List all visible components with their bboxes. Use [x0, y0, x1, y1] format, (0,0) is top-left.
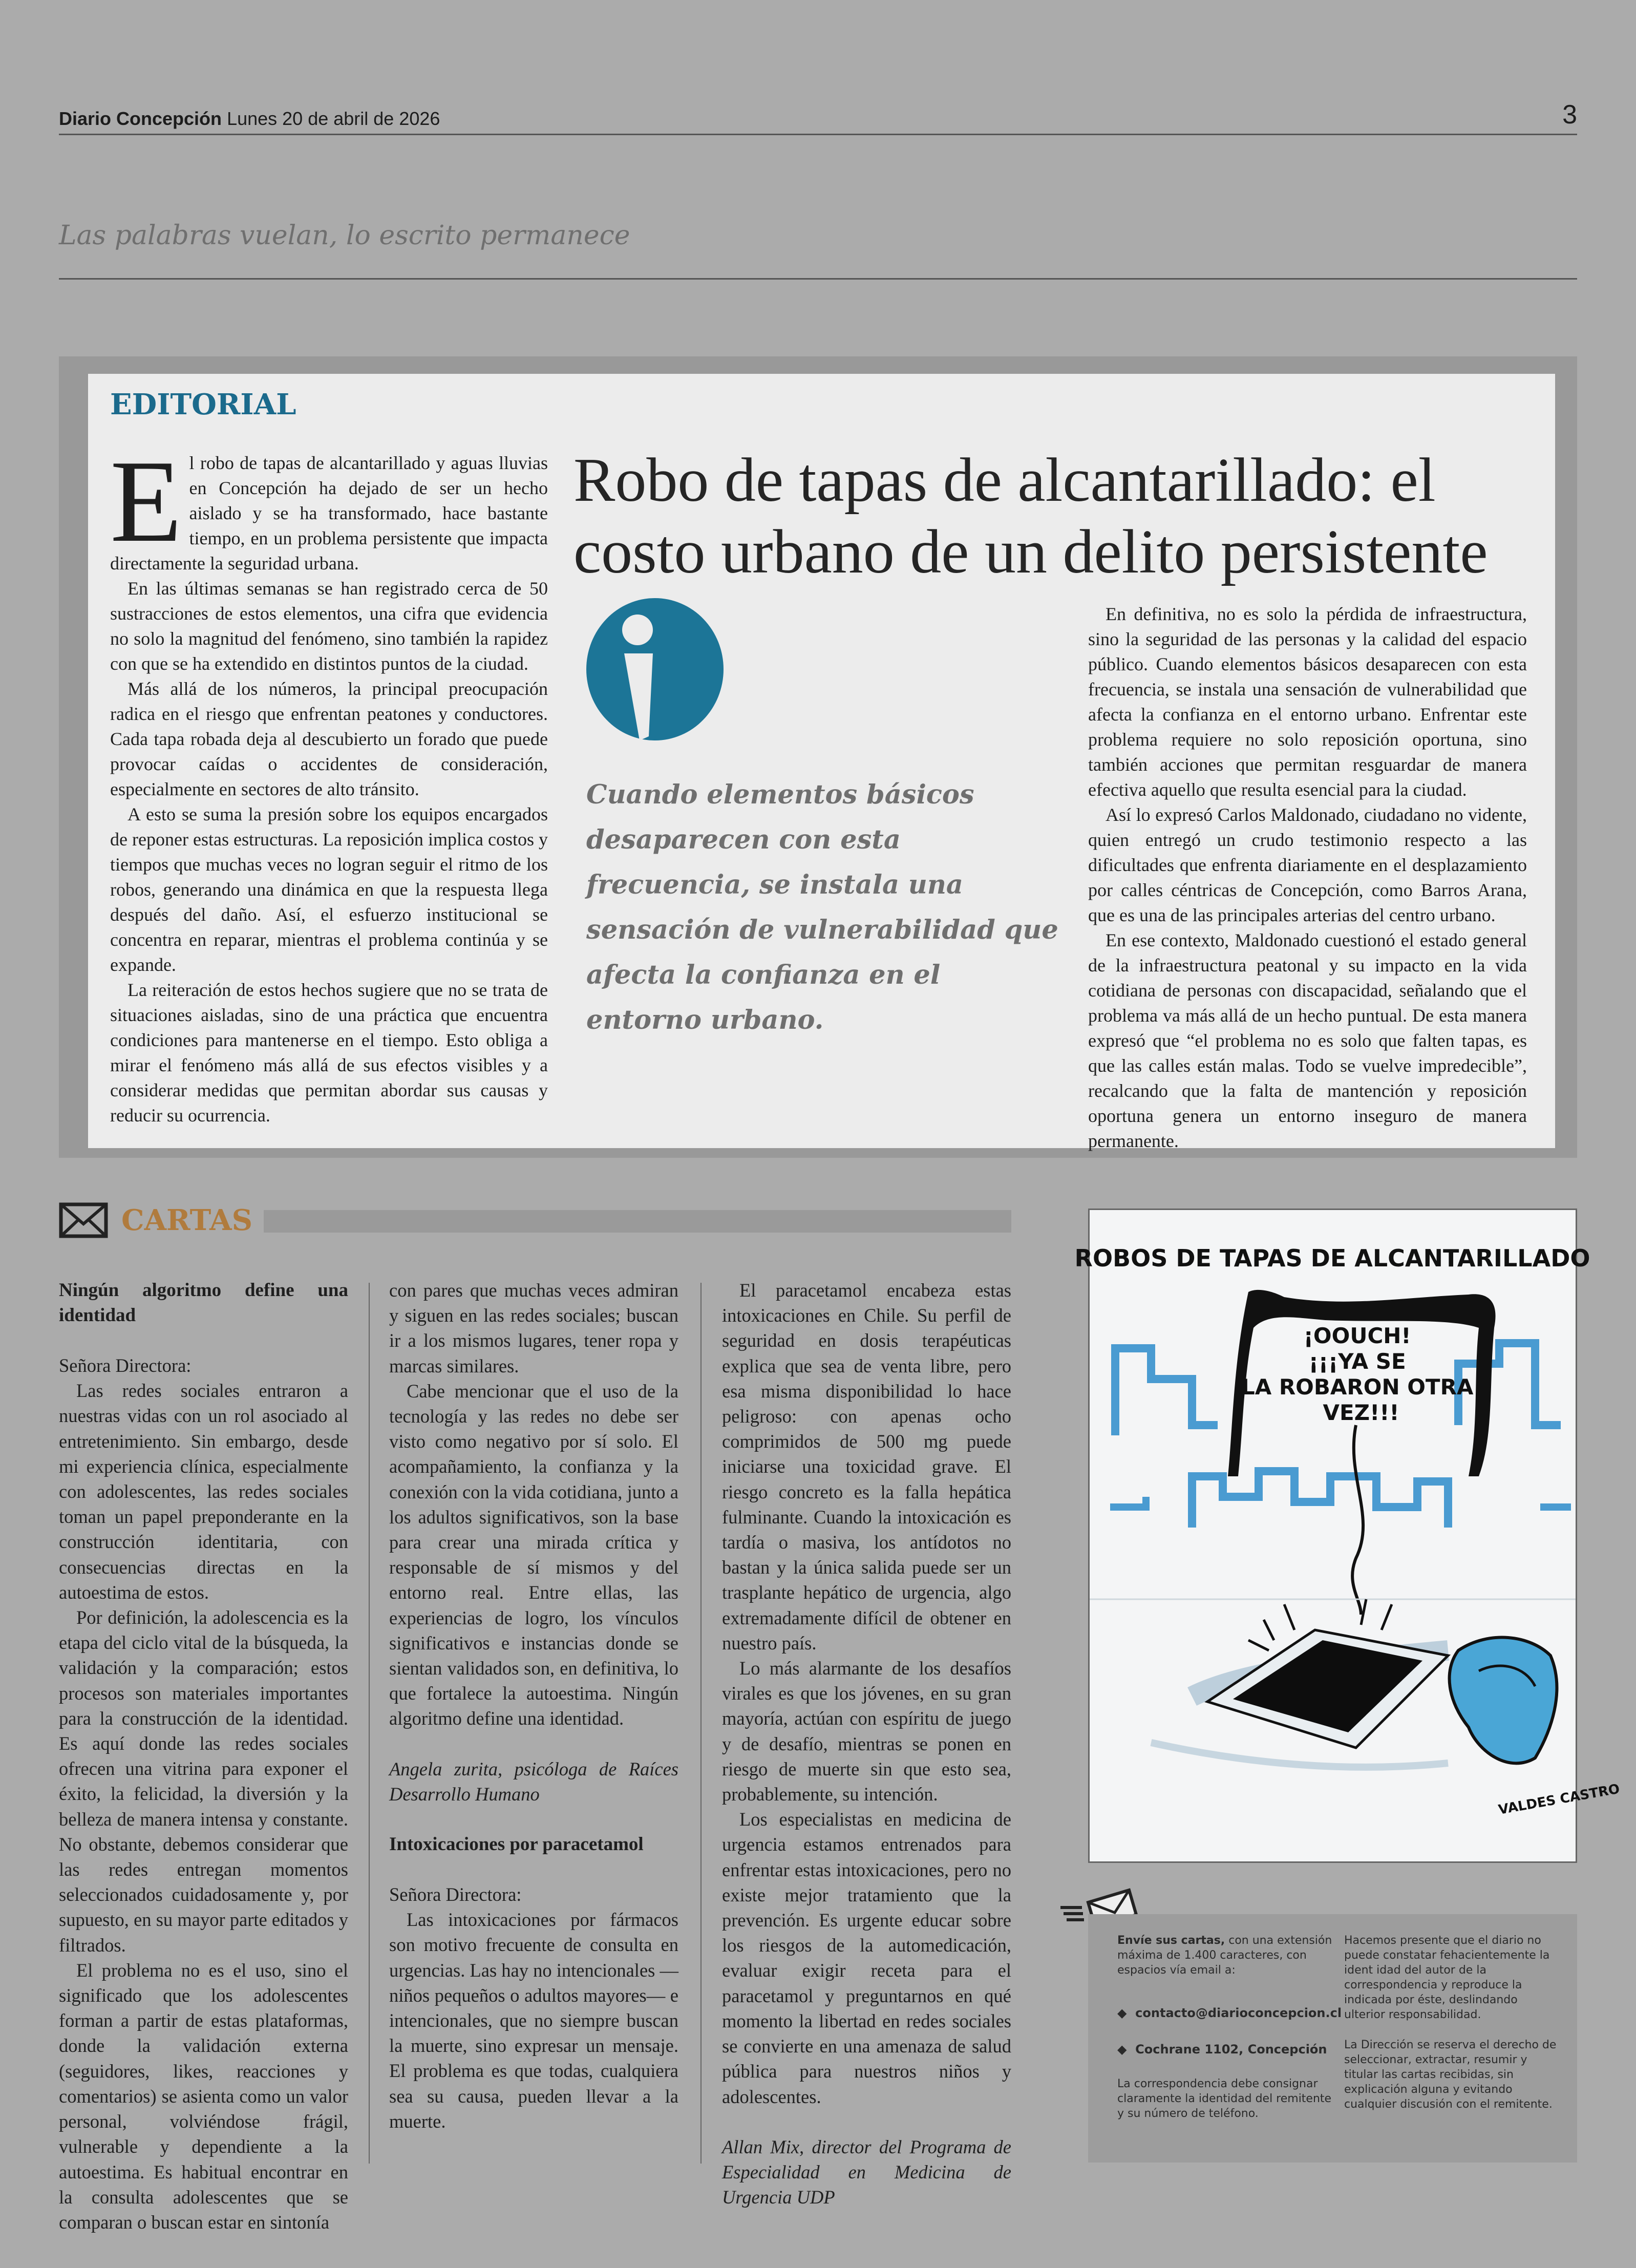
info-footnote: La correspondencia debe consignar claramente la identidad del remitente y su número de teléfono.	[1117, 2078, 1332, 2120]
letter-signature: Allan Mix, director del Programa de Especialidad en Medicina de Urgencia UDP	[722, 2136, 1011, 2208]
editorial-paragraph: Así lo expresó Carlos Maldonado, ciudadano no vidente, quien entregó un crudo testimonio respecto a las dificultades que enfrenta diariamente en el desplazamiento por calles céntricas de Concepción, como Barros Arana, que es una de las principales arterias del centro urbano.	[1088, 804, 1527, 925]
drop-cap: E	[110, 436, 182, 566]
letter-paragraph: Las redes sociales entraron a nuestras vidas con un rol asociado al entretenimiento. Sin embargo, desde mi experiencia clínica, especialmente con adolescentes, las redes sociales toman un papel preponderante en la construcción identitaria, con consecuencias directas en la autoestima de estos.	[59, 1380, 348, 1603]
editorial-paragraph: En definitiva, no es solo la pérdida de infraestructura, sino la seguridad de las personas y la calidad del espacio público. Cuando elementos básicos desaparecen con esta frecuencia, se instala una sensación de vulnerabilidad que afecta la confianza en el entorno urbano. Enfrentar este problema requiere no solo reposición oportuna, sino también acciones que permitan resguardar de manera efectiva aquello que resulta esencial para la ciudad.	[1088, 604, 1527, 800]
contact-address: ◆ Cochrane 1102, Concepción	[1117, 2042, 1327, 2057]
letter-paragraph: Los especialistas en medicina de urgencia estamos entrenados para enfrentar estas intoxicaciones, pero no existe mejor tratamiento que la prevención. Es urgente educar sobre los riesgos de la automedicación, evaluar exigir receta para el paracetamol y preguntarnos en qué momento la libertad en redes sociales se convierte en una amenaza de salud pública para nuestros niños y adolescentes.	[722, 1809, 1011, 2107]
editorial-column-1	[110, 436, 548, 1128]
editorial-paragraph: En las últimas semanas se han registrado cerca de 50 sustracciones de estos elementos, una cifra que evidencia no solo la magnitud del fenómeno, sino también la rapidez con que se ha extendido en distintos puntos de la ciudad.	[110, 578, 548, 674]
letter-paragraph: Por definición, la adolescencia es la etapa del ciclo vital de la búsqueda, la validación y la comparación; estos procesos son materiales importantes para la construcción de la identidad. Es aquí donde las redes sociales ofrecen una vitrina para exponer el éxito, la felicidad, la diversión y la belleza de manera intensa y constante. No obstante, debemos considerar que las redes entregan momentos seleccionados cuidadosamente y, por supuesto, en su mayor parte editados y filtrados.	[59, 1607, 348, 1956]
editorial-paragraph: Más allá de los números, la principal preocupación radica en el riesgo que enfrentan peatones y conductores. Cada tapa robada deja al descubierto un forado que puede provocar caídas o accidentes de consideración, especialmente en sectores de alto tránsito.	[110, 679, 548, 799]
speech-line: VEZ!!!	[1323, 1400, 1399, 1425]
letters-column-3	[722, 1278, 1011, 2210]
cartas-label: CARTAS	[121, 1203, 253, 1237]
letter-paragraph: Las intoxicaciones por fármacos son motivo frecuente de consulta en urgencias. Las hay no intencionales —niños pequeños o adultos mayores— e intencionales, que no siempre buscan la muerte, sino expresar un mensaje. El problema es que todas, cualquiera sea su causa, pueden llevar a la muerte.	[389, 1909, 678, 2132]
pull-quote: Cuando elementos básicos desaparecen con esta frecuencia, se instala una sensación de vulnerabilidad que afecta la confianza en el entorno urbano.	[586, 779, 1058, 1035]
column-rule	[700, 1283, 702, 2164]
letters-column-1	[59, 1278, 348, 2235]
cartoon-title: ROBOS DE TAPAS DE ALCANTARILLADO	[1074, 1244, 1590, 1272]
speech-line: LA ROBARON OTRA	[1241, 1374, 1474, 1400]
speech-line: ¡¡¡YA SE	[1308, 1349, 1406, 1374]
letter-paragraph-continued: con pares que muchas veces admiran y siguen en las redes sociales; buscan ir a los mismos lugares, tener ropa y marcas similares.	[389, 1280, 678, 1376]
paper-name: Diario Concepción	[59, 108, 222, 129]
page-number: 3	[1562, 100, 1577, 130]
letters-column-2	[389, 1278, 678, 2134]
editorial-title: Robo de tapas de alcantarillado: el costo urbano de un delito persistente	[573, 446, 1488, 586]
svg-text:¡OOUCH! ¡¡¡YA SE L	[1241, 1323, 1481, 1425]
letter-paragraph: El problema no es el uso, sino el significado que los adolescentes forman a partir de estas plataformas, donde la validación externa (seguidores, likes, reacciones y comentarios) se asienta como un valor personal, volviéndose frágil, vulnerable y dependiente a la autoestima. Es habitual encontrar en la consulta adolescentes que se comparan o buscan estar en sintonía	[59, 1959, 348, 2233]
editorial-paragraph: A esto se suma la presión sobre los equipos encargados de reponer estas estructuras. La reposición implica costos y tiempos que muchas veces no logran seguir el ritmo de los robos, generando una dinámica en que la respuesta llega después del daño. Así, el esfuerzo institucional se concentra en reparar, mientras el problema continúa y se expande.	[110, 804, 548, 975]
letter-title: Intoxicaciones por paracetamol	[389, 1834, 644, 1855]
contact-email: ◆ contacto@diarioconcepcion.cl	[1117, 2006, 1342, 2020]
submission-instructions: Envíe sus cartas, con una extensión máxima de 1.400 caracteres, con espacios vía email a:	[1117, 1934, 1332, 1977]
page-header	[59, 102, 1577, 135]
cartoon	[1074, 1209, 1621, 1863]
info-right	[1344, 1933, 1557, 2112]
divider	[59, 278, 1577, 280]
editorial-column-3	[1088, 602, 1527, 1154]
info-left	[1117, 1933, 1342, 2121]
envelope-icon	[59, 1202, 108, 1240]
letter-salutation: Señora Directora:	[389, 1884, 522, 1905]
letter-paragraph: Cabe mencionar que el uso de la tecnología y las redes no debe ser visto como negativo por sí solo. El acompañamiento, la confianza y la conexión con la vida cotidiana, junto a los adultos significativos, son la base para crear una mirada crítica y responsable de sí mismos y del entorno real. Entre ellas, las experiencias de logro, los vínculos significativos e instancias donde se sientan validados son, en definitiva, lo que fortalece la autoestima. Ningún algoritmo define una identidad.	[389, 1380, 678, 1729]
section-motto: Las palabras vuelan, lo escrito permanece	[59, 220, 630, 251]
column-rule	[369, 1283, 370, 2164]
letter-paragraph: El paracetamol encabeza estas intoxicaciones en Chile. Su perfil de seguridad en dosis terapéuticas explica que sea de venta libre, pero esa misma disponibilidad lo hace peligroso: con apenas ocho comprimidos de 500 mg puede iniciarse una toxicidad grave. El riesgo concreto es la falla hepática fulminante. Cuando la intoxicación es tardía o masiva, los antídotos no bastan y la única salida puede ser un trasplante hepático de urgencia, algo extremadamente difícil de obtener en nuestro país.	[722, 1280, 1011, 1654]
info-icon	[586, 598, 724, 740]
letter-signature: Angela zurita, psicóloga de Raíces Desarrollo Humano	[389, 1758, 678, 1805]
editorial-paragraph: La reiteración de estos hechos sugiere que no se trata de situaciones aisladas, sino de una práctica que encuentra condiciones para mantenerse en el tiempo. Esto obliga a mirar el fenómeno más allá de sus efectos visibles y a considerar medidas que permitan abordar sus causas y reducir su ocurrencia.	[110, 980, 548, 1126]
editorial-paragraph: En ese contexto, Maldonado cuestionó el estado general de la infraestructura peatonal y su impacto en la vida cotidiana de personas con discapacidad, señalando que el problema va más allá de un hecho puntual. De esta manera expresó que “el problema no es solo que falten tapas, es que las calles están malas. Todo se vuelve impredecible”, recalcando que la falta de mantención y reposición oportuna genera un entorno inseguro de manera permanente.	[1088, 930, 1527, 1151]
speech-line: ¡OOUCH!	[1303, 1323, 1411, 1348]
letter-salutation: Señora Directora:	[59, 1355, 192, 1376]
disclaimer: La Dirección se reserva el derecho de seleccionar, extractar, resumir y titular las cartas recibidas, sin explicación alguna y evitando cualquier discusión con el remitente.	[1344, 2039, 1557, 2111]
cartoonist-signature: VALDES CASTRO	[1497, 1781, 1621, 1818]
cartas-bar	[264, 1210, 1011, 1233]
letter-title: Ningún algoritmo define una identidad	[59, 1280, 348, 1326]
letter-paragraph: Lo más alarmante de los desafíos virales es que los jóvenes, en su gran mayoría, actúan con espíritu de juego y de desafío, mientras se ponen en riesgo de muerte sin que esto sea, probablemente, su intención.	[722, 1658, 1011, 1805]
disclaimer: Hacemos presente que el diario no puede constatar fehacientemente la ident idad del autor de la correspondencia y reproduce la indicada por éste, deslindando ulterior responsabilidad.	[1344, 1934, 1550, 2021]
editorial-first-paragraph: El robo de tapas de alcantarillado y aguas lluvias en Concepción ha dejado de ser un hecho aislado y se ha transformado, hace bastante tiempo, en un problema persistente que impacta directamente la seguridad urbana.	[110, 436, 548, 574]
issue-date: Lunes 20 de abril de 2026	[227, 108, 440, 129]
editorial-label: EDITORIAL	[110, 388, 296, 421]
